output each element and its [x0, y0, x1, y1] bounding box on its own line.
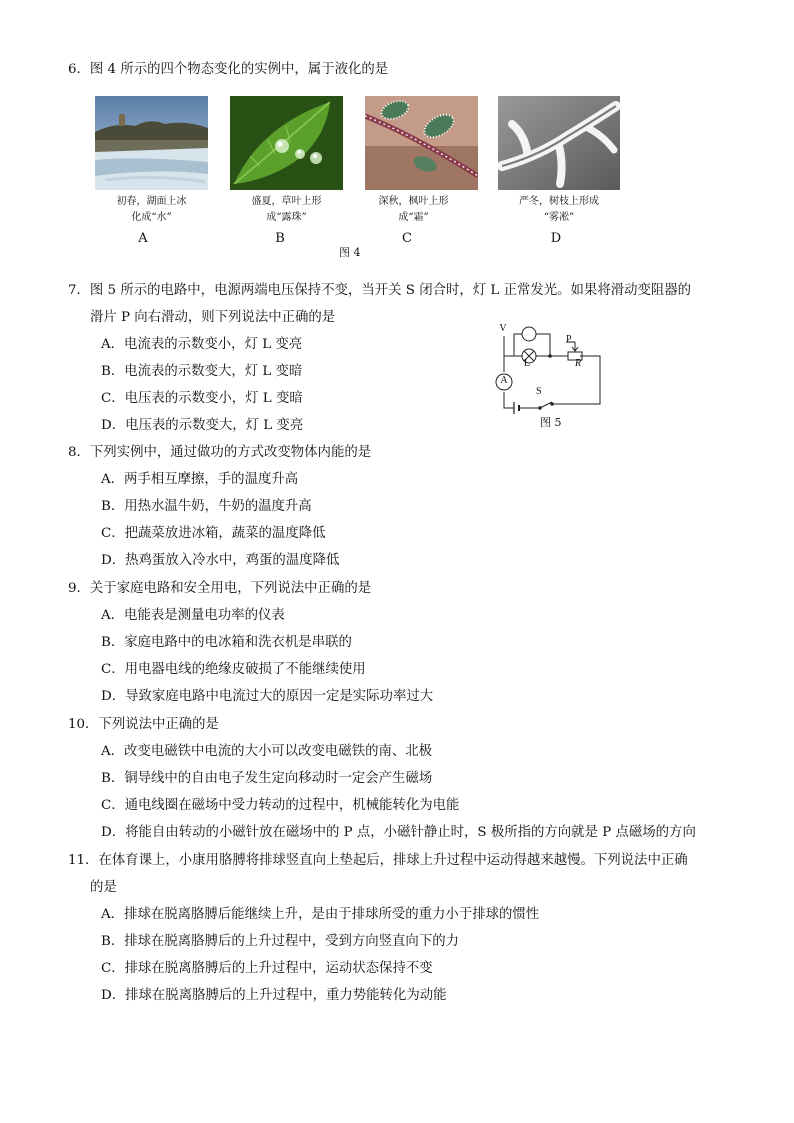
q8-option-d: D．热鸡蛋放入冷水中，鸡蛋的温度降低 — [101, 553, 340, 568]
photo-rime-branch — [498, 96, 620, 190]
question-7-stem-line1: 7．图 5 所示的电路中，电源两端电压保持不变，当开关 S 闭合时，灯 L 正常发光。如果将滑动变阻器的 — [68, 283, 692, 298]
question-6-stem: 6．图 4 所示的四个物态变化的实例中，属于液化的是 — [68, 62, 389, 77]
question-8-stem: 8．下列实例中，通过做功的方式改变物体内能的是 — [68, 445, 372, 460]
q11-option-c: C．排球在脱离胳膊后的上升过程中，运动状态保持不变 — [101, 961, 433, 976]
q9-option-a: A．电能表是测量电功率的仪表 — [101, 608, 285, 623]
question-10-stem: 10．下列说法中正确的是 — [68, 717, 219, 732]
question-9-stem: 9．关于家庭电路和安全用电，下列说法中正确的是 — [68, 581, 372, 596]
q7-option-b: B．电流表的示数变大，灯 L 变暗 — [101, 364, 303, 379]
q10-option-d: D．将能自由转动的小磁针放在磁场中的 P 点，小磁针静止时，S 极所指的方向就是 P 点磁场的方向 — [101, 825, 696, 840]
caption-c: 深秋，枫叶上形 成“霜” — [378, 196, 449, 223]
q8-option-c: C．把蔬菜放进冰箱，蔬菜的温度降低 — [101, 526, 326, 541]
option-letter-b: B — [275, 231, 285, 246]
circuit-lamp-label: L — [524, 358, 531, 369]
option-letter-a: A — [138, 231, 148, 246]
q9-option-b: B．家庭电路中的电冰箱和洗衣机是串联的 — [101, 635, 352, 650]
q11-option-a: A．排球在脱离胳膊后能继续上升，是由于排球所受的重力小于排球的惯性 — [101, 907, 540, 922]
caption-b: 盛夏，草叶上形 成“露珠” — [251, 196, 322, 223]
photo-frost-leaves — [365, 96, 478, 190]
q7-option-d: D．电压表的示数变大，灯 L 变亮 — [101, 418, 304, 433]
q7-option-a: A．电流表的示数变小，灯 L 变亮 — [101, 337, 303, 352]
q10-option-b: B．铜导线中的自由电子发生定向移动时一定会产生磁场 — [101, 771, 433, 786]
q11-option-b: B．排球在脱离胳膊后的上升过程中，受到方向竖直向下的力 — [101, 934, 459, 949]
q8-option-a: A．两手相互摩擦，手的温度升高 — [101, 472, 299, 487]
q9-option-c: C．用电器电线的绝缘皮破损了不能继续使用 — [101, 662, 366, 677]
question-7-stem-line2: 滑片 P 向右滑动，则下列说法中正确的是 — [90, 310, 336, 325]
figure-4-label: 图 4 — [339, 246, 361, 259]
photo-leaf-dew — [230, 96, 343, 190]
caption-d: 严冬，树枝上形成 “雾凇” — [519, 196, 599, 223]
question-11-stem-line1: 11．在体育课上，小康用胳膊将排球竖直向上垫起后，排球上升过程中运动得越来越慢。下列说法中正确 — [68, 853, 688, 868]
figure-5-label: 图 5 — [540, 416, 562, 429]
option-letter-d: D — [550, 231, 562, 246]
q11-option-d: D．排球在脱离胳膊后的上升过程中，重力势能转化为动能 — [101, 988, 447, 1003]
q10-option-a: A．改变电磁铁中电流的大小可以改变电磁铁的南、北极 — [101, 744, 433, 759]
q9-option-d: D．导致家庭电路中电流过大的原因一定是实际功率过大 — [101, 689, 434, 704]
circuit-voltmeter-label: V — [499, 323, 507, 334]
photo-lake-ice — [95, 96, 208, 190]
circuit-ammeter-label: A — [500, 375, 508, 386]
circuit-switch-label: S — [536, 386, 542, 397]
q8-option-b: B．用热水温牛奶，牛奶的温度升高 — [101, 499, 312, 514]
circuit-slider-label: P — [566, 334, 572, 345]
caption-a: 初春，湖面上冰 化成“水” — [116, 196, 187, 223]
question-11-stem-line2: 的是 — [90, 880, 117, 895]
q10-option-c: C．通电线圈在磁场中受力转动的过程中，机械能转化为电能 — [101, 798, 460, 813]
circuit-resistor-label: R — [575, 358, 582, 369]
q7-option-c: C．电压表的示数变小，灯 L 变暗 — [101, 391, 303, 406]
option-letter-c: C — [402, 231, 412, 246]
